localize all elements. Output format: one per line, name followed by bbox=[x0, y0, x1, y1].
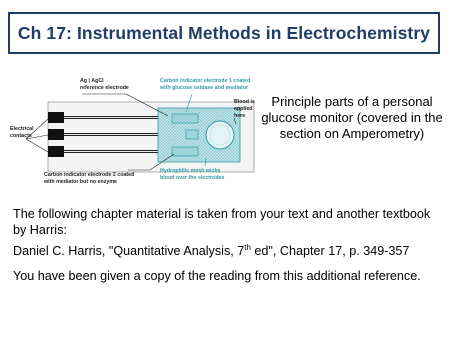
citation-text-end: ed", Chapter 17, p. 349-357 bbox=[250, 244, 410, 258]
glucose-monitor-diagram bbox=[10, 74, 262, 192]
label-hydrophilic-2: blood over the electrodes bbox=[160, 175, 225, 181]
label-ag-agcl: Ag | AgCl bbox=[80, 78, 104, 84]
slide-title: Ch 17: Instrumental Methods in Electrochemistry bbox=[17, 22, 431, 43]
citation-superscript: th bbox=[244, 242, 251, 252]
title-box bbox=[8, 12, 440, 54]
carbon-electrode-1 bbox=[172, 114, 198, 123]
label-carbon-1-line2: with glucose oxidase and mediator bbox=[160, 85, 249, 91]
diagram-caption: Principle parts of a personal glucose monitor (covered in the section on Amperometry) bbox=[261, 94, 443, 141]
label-reference-electrode: reference electrode bbox=[80, 85, 129, 91]
label-blood-1: Blood is bbox=[234, 99, 255, 105]
paragraph-copy-note: You have been given a copy of the reading from this additional reference. bbox=[13, 269, 421, 283]
reference-electrode bbox=[186, 130, 198, 139]
label-blood-3: here bbox=[234, 113, 246, 119]
citation-text-start: Daniel C. Harris, "Quantitative Analysis, 7 bbox=[13, 244, 245, 258]
contact-pad-1 bbox=[48, 112, 64, 123]
paragraph-citation bbox=[13, 243, 441, 259]
label-carbon-1-line1: Carbon indicator electrode 1 coated bbox=[160, 78, 251, 84]
contact-pad-3 bbox=[48, 146, 64, 157]
label-carbon-2-line2: with mediator but no enzyme bbox=[44, 179, 117, 185]
contact-pad-2 bbox=[48, 129, 64, 140]
label-hydrophilic-1: Hydrophilic mesh wicks bbox=[160, 168, 221, 174]
label-contacts: contacts bbox=[10, 133, 32, 139]
paragraph-intro: The following chapter material is taken from your text and another textbook by Harris: bbox=[13, 207, 431, 237]
label-electrical: Electrical bbox=[10, 126, 34, 132]
label-carbon-2-line1: Carbon indicator electrode 2 coated bbox=[44, 172, 135, 178]
carbon-electrode-2 bbox=[172, 147, 198, 156]
label-blood-2: applied bbox=[234, 106, 253, 112]
